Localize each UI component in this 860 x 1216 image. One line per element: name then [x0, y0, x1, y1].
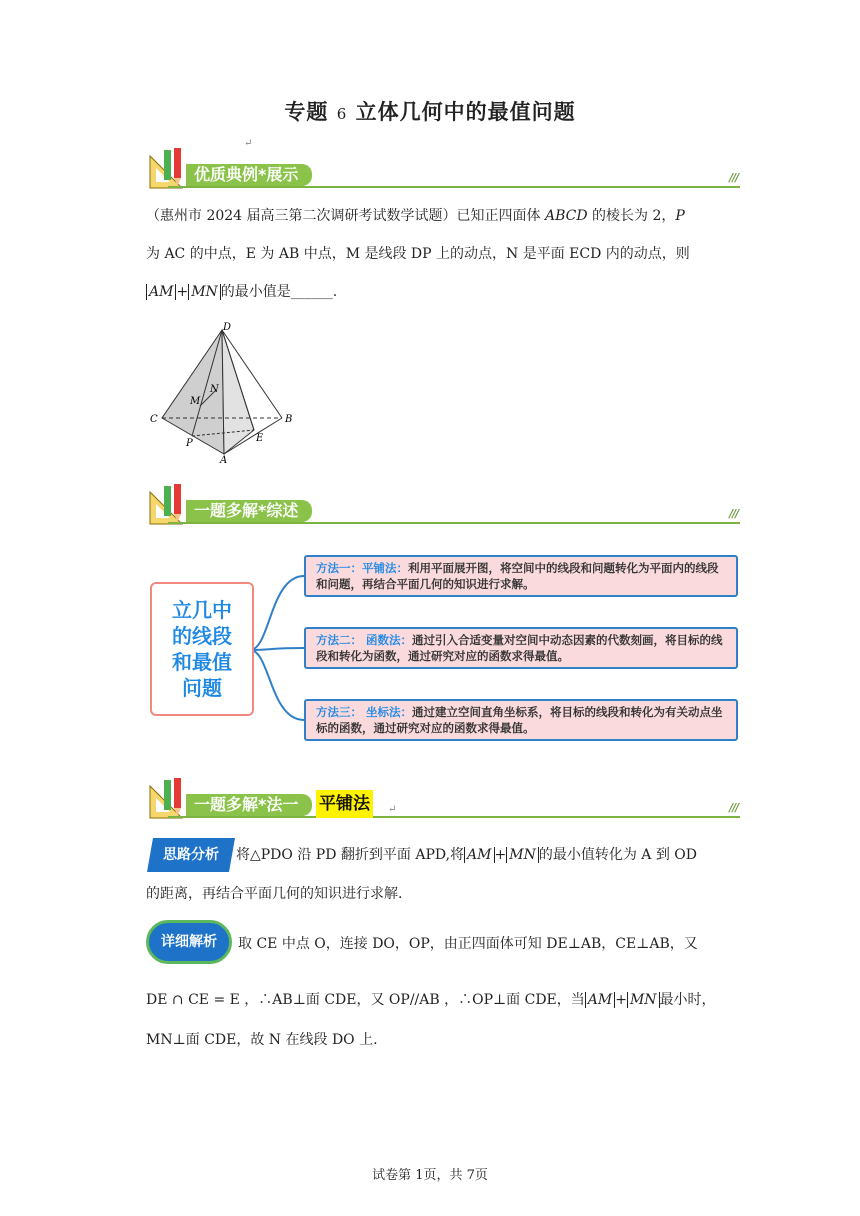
- method-3-box: 方法三： 坐标法：通过建立空间直角坐标系，将目标的线段和转化为有关动点坐标的函数，通过研究对应的函数求得最值。: [304, 699, 738, 741]
- label-e: E: [256, 433, 264, 444]
- section-label: 一题多解*综述: [186, 500, 312, 522]
- section-label: 优质典例*展示: [186, 164, 312, 186]
- analysis-line-1: 将△PDO 沿 PD 翻折到平面 APD,将 AM + MN 的最小值转化为 A 到 OD: [236, 847, 697, 863]
- mindmap-center: 立几中 的线段 和最值 问题: [150, 582, 254, 716]
- detail-line-1: 取 CE 中点 O，连接 DO，OP，由正四面体可知 DE⊥AB，CE⊥AB，又: [238, 936, 698, 952]
- detail-line-3: MN⊥面 CDE，故 N 在线段 DO 上.: [146, 1032, 378, 1048]
- detail-badge: 详细解析: [146, 920, 232, 964]
- page-footer: 试卷第 1页，共 7页: [372, 1168, 488, 1183]
- return-mark: ↵: [388, 804, 397, 815]
- label-b: B: [285, 414, 293, 425]
- section-slashes: ///: [728, 171, 738, 184]
- return-mark: ↵: [244, 138, 253, 149]
- section-bar-overview: [148, 482, 740, 526]
- section-highlight: 平铺法: [316, 790, 373, 818]
- label-p: P: [186, 438, 193, 449]
- section-bar-method-1: [148, 776, 740, 820]
- problem-line-2: 为 AC 的中点，E 为 AB 中点，M 是线段 DP 上的动点，N 是平面 ECD 内的动点，则: [146, 246, 690, 262]
- section-bar-examples: [148, 146, 740, 190]
- section-slashes: ///: [728, 507, 738, 520]
- mindmap-connectors: [250, 560, 306, 740]
- problem-line-1: （惠州市 2024 届高三第二次调研考试数学试题）已知正四面体 ABCD 的棱长为 2，P: [146, 208, 685, 224]
- analysis-line-2: 的距离，再结合平面几何的知识进行求解.: [146, 886, 403, 902]
- label-d: D: [223, 322, 232, 333]
- label-a: A: [220, 455, 228, 463]
- section-slashes: ///: [728, 801, 738, 814]
- label-m: M: [190, 396, 201, 407]
- problem-line-3: AM + MN 的最小值是______.: [146, 282, 726, 302]
- analysis-badge: 思路分析: [147, 838, 235, 872]
- detail-line-2: DE ∩ CE = E ，∴AB⊥面 CDE，又 OP//AB ，∴OP⊥面 CDE，当 AM + MN 最小时，: [146, 992, 716, 1008]
- method-1-box: 方法一：平铺法：利用平面展开图，将空间中的线段和问题转化为平面内的线段和问题，再结合平面几何的知识进行求解。: [304, 555, 738, 597]
- page-title: 专题 6 立体几何中的最值问题: [284, 100, 576, 124]
- label-c: C: [150, 414, 158, 425]
- label-n: N: [210, 384, 219, 395]
- section-label: 一题多解*法一: [186, 794, 312, 816]
- method-2-box: 方法二： 函数法：通过引入合适变量对空间中动态因素的代数刻画，将目标的线段和转化为函数，通过研究对应的函数求得最值。: [304, 627, 738, 669]
- tetrahedron-figure: [148, 318, 298, 463]
